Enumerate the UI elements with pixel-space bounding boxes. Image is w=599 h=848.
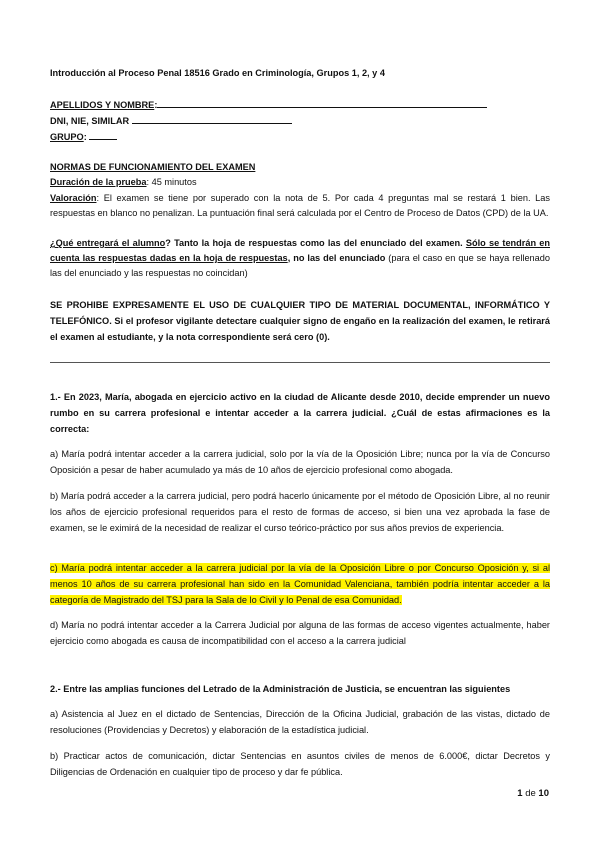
question-1-option-c[interactable] bbox=[50, 560, 550, 608]
document-title: Introducción al Proceso Penal 18516 Grado en Criminología, Grupos 1, 2, y 4 bbox=[50, 68, 385, 78]
prohibe-text: Si el profesor vigilante detectare cualquier signo de engaño en la realización del examen, le retirará el examen al estudiante, y la nota correspondiente será cero (0). bbox=[50, 316, 550, 342]
entregar-tail: (para el caso en que se haya rellenado las del enunciado y las respuestas no coincidan) bbox=[50, 253, 551, 278]
dni-label: DNI, NIE, SIMILAR bbox=[50, 116, 130, 126]
duracion-value: : 45 minutos bbox=[146, 177, 197, 187]
page-current: 1 bbox=[517, 788, 523, 799]
page-total: 10 bbox=[538, 788, 549, 799]
dni-blank[interactable] bbox=[132, 113, 292, 124]
question-1-stem: 1.- En 2023, María, abogada en ejercicio activo en la ciudad de Alicante desde 2010, decide emprender un nuevo rumbo en su carrera profesional e intentar acceder a la carrera judicial. ¿Cuál de estas afirmaciones es la correcta: bbox=[50, 392, 550, 434]
entregar-text: ? Tanto la hoja de respuestas como las del enunciado del examen. bbox=[165, 238, 463, 248]
question-2-option-a[interactable]: a) Asistencia al Juez en el dictado de Sentencias, Dirección de la Oficina Judicial, grabación de las vistas, dictado de resoluciones (Providencias y Decretos) y elaboración de la estadística judicial. bbox=[50, 709, 550, 735]
entregar-label: ¿Qué entregará el alumno bbox=[50, 238, 166, 248]
apellidos-colon: : bbox=[154, 100, 158, 110]
rules-heading: NORMAS DE FUNCIONAMIENTO DEL EXAMEN bbox=[50, 162, 256, 172]
grupo-colon: : bbox=[83, 132, 87, 142]
apellidos-row bbox=[50, 97, 487, 113]
duracion-row bbox=[50, 175, 197, 190]
grupo-blank[interactable] bbox=[89, 129, 117, 140]
dni-row bbox=[50, 113, 292, 129]
entregar-underline: Sólo se tendrán en cuenta las respuestas dadas en la hoja de respuestas bbox=[50, 238, 550, 263]
duracion-label: Duración de la prueba bbox=[50, 177, 147, 187]
entregar-bold2: , no las del enunciado bbox=[287, 253, 386, 263]
highlighted-option-text: c) María podrá intentar acceder a la carrera judicial por la vía de la Oposición Libre o por Concurso Oposición y, si al menos 10 años de su carrera profesional han sido en la Comunidad Valenciana, también podría intentar acceder a la categoría de Magistrado del TSJ para la Sala de lo Civil y lo Penal de esa Comunidad. bbox=[50, 563, 550, 605]
question-2-option-b[interactable]: b) Practicar actos de comunicación, dictar Sentencias en asuntos civiles de menos de 6.000€, dictar Decretos y Diligencias de Ordenación en cualquier tipo de proceso y dar fe pública. bbox=[50, 751, 550, 777]
grupo-label: GRUPO bbox=[50, 132, 84, 142]
question-1-option-d[interactable]: d) María no podrá intentar acceder a la Carrera Judicial por alguna de las formas de acceso vigentes actualmente, haber ejercicio como abogada es causa de incompatibilidad con el acceso a la carrera judicial bbox=[50, 620, 550, 646]
prohibe-bold: SE PROHIBE EXPRESAMENTE EL USO DE CUALQUIER TIPO DE MATERIAL DOCUMENTAL, INFORMÁTICO Y TELEFÓNICO. bbox=[50, 300, 550, 326]
section-divider bbox=[50, 362, 550, 363]
apellidos-blank[interactable] bbox=[157, 97, 487, 108]
question-2-stem: 2.- Entre las amplias funciones del Letrado de la Administración de Justicia, se encuentran las siguientes bbox=[50, 684, 511, 694]
prohibe-paragraph bbox=[50, 297, 550, 345]
page-number bbox=[517, 788, 549, 799]
valoracion-paragraph bbox=[50, 191, 550, 221]
valoracion-label: Valoración bbox=[50, 193, 97, 203]
entregar-paragraph bbox=[50, 236, 550, 281]
grupo-row bbox=[50, 129, 117, 145]
page-of: de bbox=[525, 788, 536, 799]
valoracion-text: : El examen se tiene por superado con la nota de 5. Por cada 4 preguntas mal se restará 1 bien. Las respuestas en blanco no penalizan. La puntuación final será calculada por el Centro de Proceso de Datos (CPD) de la UA. bbox=[50, 193, 550, 218]
question-1-option-a[interactable]: a) María podrá intentar acceder a la carrera judicial, solo por la vía de la Oposición Libre; nunca por la vía de Concurso Oposición a pesar de haber acumulado ya más de 10 años de ejercicio profesional como abogada. bbox=[50, 449, 550, 475]
apellidos-label: APELLIDOS Y NOMBRE bbox=[50, 100, 155, 110]
question-1-option-b[interactable]: b) María podrá acceder a la carrera judicial, pero podrá hacerlo únicamente por el método de Oposición Libre, al no reunir los años de ejercicio profesional requeridos para el resto de formas de acceso, si bien una vez aprobada la fase de examen, se le eximirá de la necesidad de realizar el curso teórico-práctico por sus años previos de experiencia. bbox=[50, 491, 550, 533]
